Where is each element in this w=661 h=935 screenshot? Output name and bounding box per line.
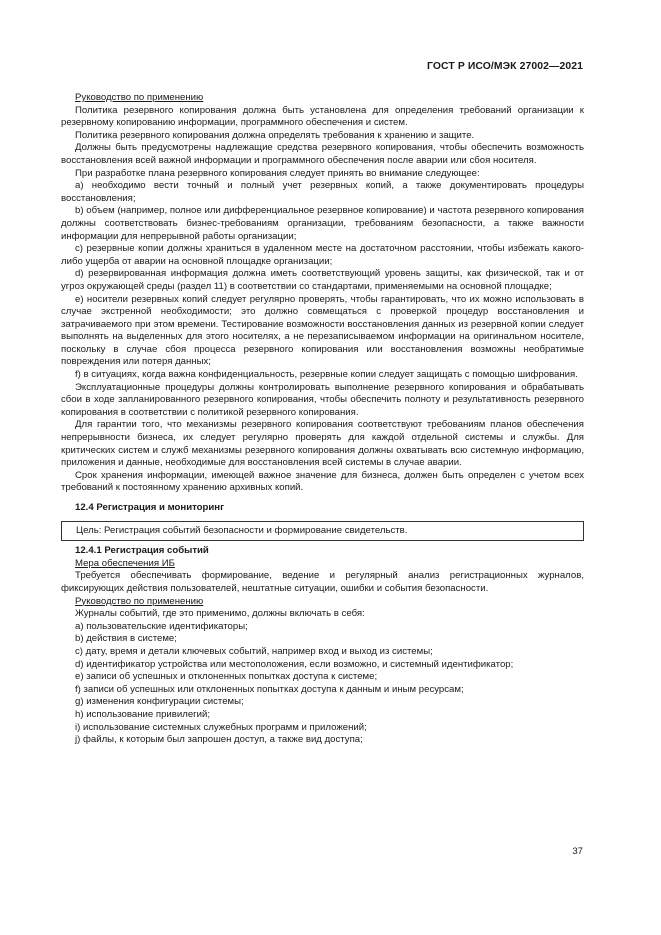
measure-heading: Мера обеспечения ИБ — [75, 557, 175, 569]
list-item: h) использование привилегий; — [75, 708, 211, 720]
paragraph: При разработке плана резервного копирования следует принять во внимание следующее: — [75, 167, 480, 179]
paragraph: Эксплуатационные процедуры должны контролировать выполнение резервного копирования и обрабатывать сбои в ходе запланированного резервного копирования, чтобы обеспечить полноту и результативность резервного копирования в соответствии с политикой резервного копирования. — [61, 381, 584, 418]
document-header: ГОСТ Р ИСО/МЭК 27002—2021 — [427, 61, 583, 72]
list-item: b) действия в системе; — [75, 633, 177, 645]
list-item: f) в ситуациях, когда важна конфиденциальность, резервные копии следует защищать с помощью шифрования. — [75, 369, 578, 381]
paragraph: Должны быть предусмотрены надлежащие средства резервного копирования, чтобы обеспечить возможность восстановления всей важной информации и программного обеспечения после аварии или сбоя носителя. — [61, 142, 584, 166]
list-item: а) необходимо вести точный и полный учет резервных копий, а также документировать процедуры восстановления; — [61, 180, 584, 204]
goal-box: Цель: Регистрация событий безопасности и формирование свидетельств. — [61, 521, 584, 542]
section-title: 12.4 Регистрация и мониторинг — [75, 502, 225, 513]
paragraph: Политика резервного копирования должна быть установлена для определения требований организации к резервному копированию информации, программного обеспечения и систем. — [61, 104, 584, 129]
list-item: j) файлы, к которым был запрошен доступ, а также вид доступа; — [75, 734, 363, 746]
list-item: b) объем (например, полное или дифференциальное резервное копирование) и частота резервного копирования должны соответствовать бизнес-требованиям организации, требованиям безопасности, а также важности информации для непрерывной работы организации; — [61, 205, 584, 242]
list-item: c) резервные копии должны храниться в удаленном месте на достаточном расстоянии, чтобы избежать какого-либо ущерба от аварии на основной площадке организации; — [61, 243, 584, 267]
list-item: f) записи об успешных или отклоненных попытках доступа к данным и иным ресурсам; — [75, 683, 464, 695]
paragraph: Журналы событий, где это применимо, должны включать в себя: — [75, 608, 365, 620]
paragraph: Политика резервного копирования должна определять требования к хранению и защите. — [75, 129, 475, 141]
subsection-title: 12.4.1 Регистрация событий — [75, 545, 209, 557]
page-content — [61, 92, 584, 747]
guidance-heading: Руководство по применению — [75, 595, 204, 607]
paragraph: Для гарантии того, что механизмы резервного копирования соответствуют требованиям планов обеспечения непрерывности бизнеса, их следует регулярно проверять для каждой отдельной системы и службы. Для критических систем и служб механизмы резервного копирования должны охватывать всю системную информацию, приложения и данные, необходимые для восстановления всей системы в случае аварии. — [61, 419, 584, 469]
list-item: а) пользовательские идентификаторы; — [75, 620, 248, 632]
list-item: g) изменения конфигурации системы; — [75, 696, 244, 708]
list-item: d) резервированная информация должна иметь соответствующий уровень защиты, как физической, так и от угроз окружающей среды (раздел 11) в соответствии со стандартами, применяемыми на основной площадке; — [61, 268, 584, 292]
list-item: e) носители резервных копий следует регулярно проверять, чтобы гарантировать, что их можно использовать в случае экстренной необходимости; это должно совмещаться с проверкой процедур восстановления и затрачиваемого при этом времени. Тестирование возможности восстановления данных из резервной копии следует выполнять на выделенных для этого носителях, а не перезаписываемом информации на оригинальном носителе, поскольку в случае сбоя процесса резервного копирования или восстановления возможны необратимые повреждения или потеря данных; — [61, 293, 584, 368]
paragraph: Срок хранения информации, имеющей важное значение для бизнеса, должен быть определен с учетом всех требований к постоянному хранению архивных копий. — [61, 469, 584, 494]
list-item: c) дату, время и детали ключевых событий, например вход и выход из системы; — [75, 645, 433, 657]
list-item: i) использование системных служебных программ и приложений; — [75, 721, 367, 733]
paragraph: Требуется обеспечивать формирование, ведение и регулярный анализ регистрационных журналов, фиксирующих действия пользователей, нештатные ситуации, ошибки и события безопасности. — [61, 570, 584, 594]
list-item: e) записи об успешных и отклоненных попытках доступа к системе; — [75, 671, 378, 683]
guidance-heading: Руководство по применению — [75, 92, 204, 103]
page-number: 37 — [572, 846, 583, 857]
list-item: d) идентификатор устройства или местоположения, если возможно, и системный идентификатор; — [75, 658, 514, 670]
